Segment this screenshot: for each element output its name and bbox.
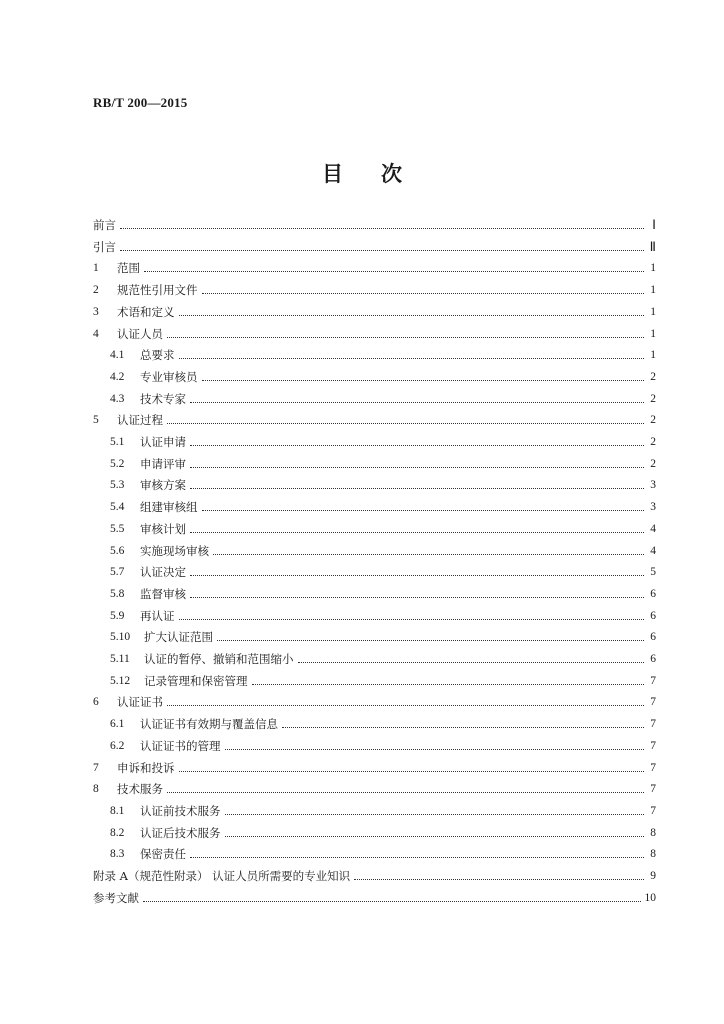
toc-entry[interactable]	[110, 843, 656, 865]
toc-entry[interactable]	[110, 474, 656, 496]
toc-entry-page: 8	[650, 848, 656, 861]
toc-entry-page: 7	[650, 739, 656, 752]
toc-entry-number: 5.3	[110, 479, 125, 492]
toc-entry[interactable]	[93, 757, 656, 779]
toc-entry-page: 9	[650, 870, 656, 882]
toc-leader-dots	[167, 336, 644, 338]
toc-entry-number: 4.3	[110, 392, 125, 405]
toc-entry-label: 认证申请	[140, 435, 186, 449]
toc-leader-dots	[298, 661, 645, 663]
toc-entry-label: 技术专家	[140, 391, 186, 406]
toc-entry[interactable]	[93, 236, 656, 258]
toc-entry-label: 组建审核组	[140, 500, 198, 515]
toc-leader-dots	[252, 683, 645, 685]
toc-entry-number: 6	[93, 696, 99, 709]
toc-entry[interactable]	[110, 648, 656, 670]
toc-entry-number: 8	[93, 783, 99, 796]
toc-entry-number: 5.4	[110, 501, 125, 514]
toc-entry-label: 认证决定	[140, 565, 186, 580]
toc-entry-number: 5.7	[110, 566, 125, 579]
toc-leader-dots	[202, 509, 645, 511]
toc-leader-dots	[190, 596, 644, 598]
toc-entry[interactable]	[93, 865, 656, 887]
toc-entry[interactable]	[110, 800, 656, 822]
toc-entry-label: 扩大认证范围	[144, 630, 213, 645]
toc-entry-label: 范围	[117, 261, 140, 276]
toc-entry-page: 1	[650, 327, 656, 340]
toc-leader-dots	[190, 531, 644, 533]
toc-entry-label: 认证过程	[117, 413, 163, 428]
toc-entry[interactable]	[110, 626, 656, 648]
toc-entry-label: 总要求	[140, 348, 175, 363]
toc-entry[interactable]	[110, 605, 656, 627]
toc-entry-page: 2	[650, 392, 656, 405]
toc-entry-number: 5	[93, 414, 99, 427]
toc-entry-label: 申请评审	[140, 456, 186, 471]
toc-entry-label: 术语和定义	[117, 304, 175, 319]
toc-leader-dots	[190, 401, 644, 403]
toc-entry-page: 1	[650, 305, 656, 318]
toc-entry[interactable]	[93, 691, 656, 713]
toc-leader-dots	[120, 227, 644, 229]
toc-leader-dots	[282, 726, 644, 728]
toc-leader-dots	[120, 249, 644, 251]
toc-entry-label: 保密责任	[140, 847, 186, 862]
toc-entry-page: 6	[650, 653, 656, 665]
toc-leader-dots	[225, 748, 645, 750]
toc-entry-label: 审核方案	[140, 478, 186, 493]
toc-leader-dots	[190, 444, 644, 446]
toc-entry-number: 5.12	[110, 674, 131, 687]
toc-entry[interactable]	[110, 431, 656, 453]
toc-leader-dots	[144, 270, 644, 272]
toc-entry-label: 参考文献	[93, 890, 139, 905]
toc-entry[interactable]	[93, 301, 656, 323]
toc-entry-page: 8	[650, 826, 656, 839]
toc-leader-dots	[167, 704, 644, 706]
toc-entry-label: 认证证书有效期与覆盖信息	[140, 717, 278, 732]
toc-entry-label: 监督审核	[140, 586, 186, 601]
toc-entry[interactable]	[110, 496, 656, 518]
toc-entry-page: 6	[650, 609, 656, 622]
toc-entry-number: 5.6	[110, 544, 125, 557]
toc-entry[interactable]	[110, 453, 656, 475]
toc-leader-dots	[190, 856, 644, 858]
toc-leader-dots	[190, 574, 644, 576]
toc-entry-page: Ⅰ	[652, 217, 656, 232]
toc-entry-number: 8.2	[110, 826, 125, 839]
toc-entry-label: 前言	[93, 218, 116, 232]
toc-entry-page: 5	[650, 566, 656, 579]
toc-entry-page: 1	[650, 284, 656, 297]
toc-entry-number: 5.8	[110, 587, 125, 600]
toc-entry-label: 认证证书的管理	[140, 738, 221, 753]
toc-entry-page: 6	[650, 631, 656, 644]
toc-entry-number: 5.1	[110, 436, 125, 448]
toc-entry-page: 6	[650, 587, 656, 600]
toc-leader-dots	[217, 639, 644, 641]
toc-entry-number: 2	[93, 284, 99, 297]
toc-entry-page: 2	[650, 370, 656, 383]
toc-entry-number: 7	[93, 761, 99, 774]
toc-entry-page: 7	[650, 674, 656, 687]
toc-entry-label: 审核计划	[140, 521, 186, 536]
toc-leader-dots	[202, 292, 645, 294]
toc-entry-number: 5.2	[110, 457, 125, 470]
toc-entry[interactable]	[110, 388, 656, 410]
toc-entry[interactable]	[110, 670, 656, 692]
toc-entry[interactable]	[93, 279, 656, 301]
toc-entry-label: 认证前技术服务	[140, 803, 221, 818]
toc-entry-number: 5.10	[110, 631, 131, 644]
toc-entry-number: 5.11	[110, 653, 130, 665]
toc-leader-dots	[213, 553, 644, 555]
toc-entry-number: 8.1	[110, 804, 125, 817]
toc-entry-label: 技术服务	[117, 782, 163, 797]
toc-entry-label: 实施现场审核	[140, 543, 209, 558]
toc-entry-label: 规范性引用文件	[117, 283, 198, 298]
toc-entry-number: 5.9	[110, 609, 125, 622]
toc-entry[interactable]	[93, 887, 656, 909]
toc-entry-page: 1	[650, 349, 656, 362]
document-code: RB/T 200—2015	[93, 95, 188, 110]
toc-entry-label: 引言	[93, 239, 116, 254]
toc-entry-label: 申诉和投诉	[117, 760, 175, 775]
toc-entry-page: 4	[650, 522, 656, 535]
toc-entry-page: 7	[650, 783, 656, 796]
toc-entry-label: 认证的暂停、撤销和范围缩小	[144, 652, 294, 666]
toc-entry-number: 4.2	[110, 370, 125, 383]
toc-entry-number: 5.5	[110, 522, 125, 535]
toc-leader-dots	[225, 835, 645, 837]
toc-entry-page: 4	[650, 544, 656, 557]
toc-entry-page: 7	[650, 761, 656, 774]
toc-entry[interactable]	[110, 561, 656, 583]
toc-entry[interactable]	[110, 344, 656, 366]
toc-entry-number: 4.1	[110, 349, 125, 362]
toc-entry-number: 4	[93, 327, 99, 340]
toc-entry-label: 专业审核员	[140, 369, 198, 384]
toc-entry-page: 10	[644, 891, 656, 904]
toc-entry-page: 7	[650, 718, 656, 731]
toc-entry[interactable]	[110, 366, 656, 388]
toc-entry[interactable]	[93, 778, 656, 800]
toc-entry[interactable]	[110, 540, 656, 562]
toc-leader-dots	[179, 770, 645, 772]
toc-entry-number: 3	[93, 305, 99, 318]
toc-entry[interactable]	[110, 822, 656, 844]
toc-entry-page: 2	[650, 457, 656, 470]
toc-leader-dots	[179, 618, 645, 620]
toc-leader-dots	[354, 878, 644, 880]
toc-leader-dots	[190, 466, 644, 468]
toc-entry-number: 6.2	[110, 739, 125, 752]
toc-entry-number: 6.1	[110, 718, 125, 731]
toc-entry-number: 8.3	[110, 848, 125, 861]
toc-entry-page: 7	[650, 804, 656, 817]
toc-entry-page: 1	[650, 262, 656, 275]
toc-entry[interactable]	[110, 583, 656, 605]
page-title: 目次	[322, 161, 440, 186]
toc-leader-dots	[202, 379, 645, 381]
toc-entry[interactable]	[110, 713, 656, 735]
toc-entry-page: 3	[650, 479, 656, 492]
toc-entry-page: Ⅱ	[649, 238, 656, 254]
toc-leader-dots	[179, 314, 645, 316]
toc-entry[interactable]	[93, 409, 656, 431]
toc-entry[interactable]	[93, 214, 656, 236]
toc-entry-label: 再认证	[140, 608, 175, 623]
toc-leader-dots	[143, 900, 641, 902]
toc-entry[interactable]	[110, 735, 656, 757]
toc-leader-dots	[167, 422, 644, 424]
toc-entry-label: 记录管理和保密管理	[144, 673, 248, 688]
toc-entry[interactable]	[93, 323, 656, 345]
toc-entry-page: 3	[650, 501, 656, 514]
toc-entry-page: 2	[650, 436, 656, 448]
toc-entry[interactable]	[93, 257, 656, 279]
toc-leader-dots	[225, 813, 645, 815]
toc-leader-dots	[190, 487, 644, 489]
toc-entry-number: 1	[93, 262, 99, 275]
toc-entry[interactable]	[110, 518, 656, 540]
toc-entry-label: 认证证书	[117, 695, 163, 710]
toc-leader-dots	[167, 791, 644, 793]
toc-entry-label: 认证人员	[117, 326, 163, 341]
toc-entry-label: 认证后技术服务	[140, 825, 221, 840]
toc-entry-label: 附录 A（规范性附录） 认证人员所需要的专业知识	[93, 869, 351, 883]
toc-entry-page: 2	[650, 414, 656, 427]
toc-leader-dots	[179, 357, 645, 359]
toc-entry-page: 7	[650, 696, 656, 709]
